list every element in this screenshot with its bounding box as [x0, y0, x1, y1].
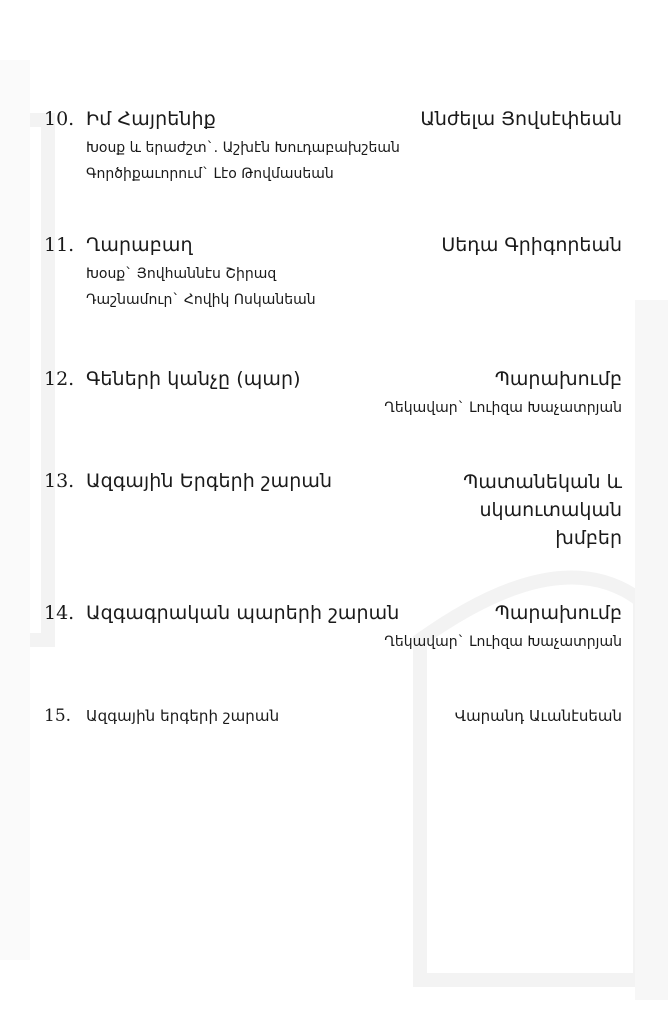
item-credit-line: Գործիքաւորում` Լէօ Թովմասեան — [86, 166, 334, 182]
item-title: Ազգային Երգերի շարան — [86, 470, 333, 492]
item-number: 11. — [44, 234, 75, 256]
program-item-11 — [44, 234, 622, 308]
item-title: Գեների կանչը (պար) — [86, 368, 301, 390]
item-credit-line: Դաշնամուր` Հովիկ Ոսկանեան — [86, 292, 316, 308]
item-number: 10. — [44, 108, 75, 130]
item-credit-line: Խօսք` Յովհաննէս Շիրազ — [86, 266, 277, 282]
item-title: Ղարաբաղ — [86, 234, 193, 256]
item-performer — [463, 468, 622, 552]
item-performer: Պարախումբ — [494, 602, 622, 624]
item-number: 12. — [44, 368, 75, 390]
item-leader-line: Ղեկավար` Լուիզա Խաչատրյան — [384, 400, 622, 416]
performer-line: սկաուտական — [479, 499, 622, 521]
program-item-14 — [44, 602, 622, 650]
program-item-10 — [44, 108, 622, 182]
program-item-13 — [44, 468, 622, 552]
item-number: 13. — [44, 470, 75, 492]
performer-line: Պատանեկան և — [463, 471, 622, 493]
item-title: Ազգային երգերի շարան — [86, 707, 280, 725]
item-performer: Անժելա Յովսէփեան — [420, 108, 622, 130]
item-title: Իմ Հայրենիք — [86, 108, 216, 130]
item-performer: Վարանդ Աւանէսեան — [454, 707, 622, 725]
program-item-12 — [44, 368, 622, 416]
performer-line: խմբեր — [555, 527, 622, 549]
item-credit-line: Խօսք և երաժշտ`. Աշխէն Խուդաբախշեան — [86, 140, 400, 156]
item-performer: Սեդա Գրիգորեան — [441, 234, 622, 256]
item-number: 15. — [44, 706, 72, 726]
program-item-15 — [44, 706, 622, 726]
item-performer: Պարախումբ — [494, 368, 622, 390]
item-number: 14. — [44, 602, 75, 624]
item-title: Ազգագրական պարերի շարան — [86, 602, 400, 624]
item-leader-line: Ղեկավար` Լուիզա Խաչատրյան — [384, 634, 622, 650]
